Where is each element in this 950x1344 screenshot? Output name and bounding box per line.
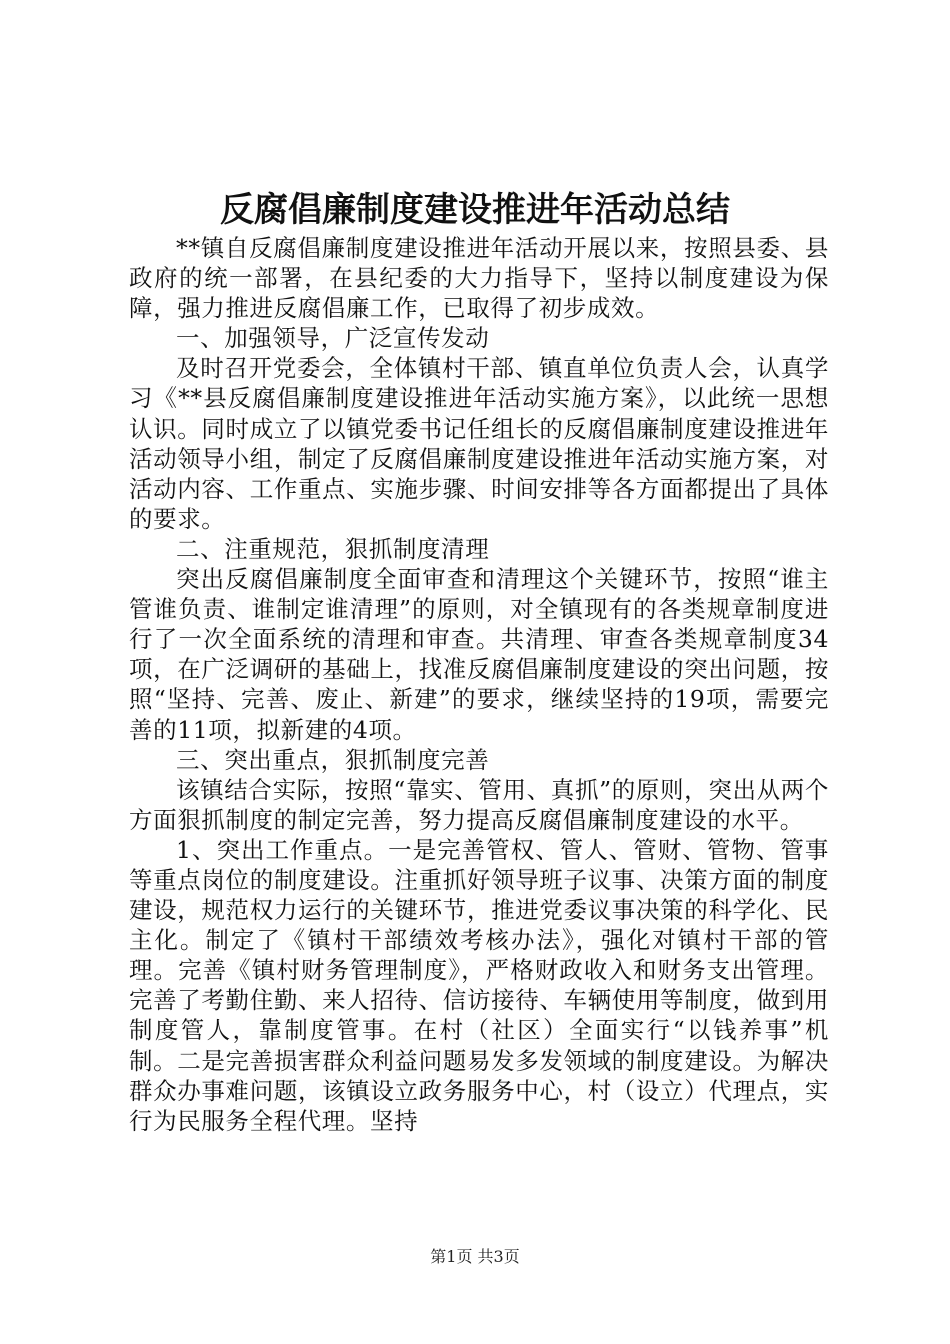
- section-1-paragraph: 及时召开党委会，全体镇村干部、镇直单位负责人会，认真学习《**县反腐倡廉制度建设推进年活动实施方案》，以此统一思想认识。同时成立了以镇党委书记任组长的反腐倡廉制度建设推进年活动领导小组，制定了反腐倡廉制度建设推进年活动实施方案，对活动内容、工作重点、实施步骤、时间安排等各方面都提出了具体的要求。: [129, 354, 829, 533]
- intro-paragraph: **镇自反腐倡廉制度建设推进年活动开展以来，按照县委、县政府的统一部署，在县纪委的大力指导下，坚持以制度建设为保障，强力推进反腐倡廉工作，已取得了初步成效。: [129, 234, 829, 323]
- document-title: 反腐倡廉制度建设推进年活动总结: [220, 190, 730, 230]
- section-3-paragraph: 该镇结合实际，按照“靠实、管用、真抓”的原则，突出从两个方面狠抓制度的制定完善，努力提高反腐倡廉制度建设的水平。: [129, 775, 829, 834]
- section-heading-1: 一、加强领导，广泛宣传发动: [176, 324, 490, 353]
- document-body: [129, 233, 829, 1136]
- page-number-footer: 第1页 共3页: [430, 1247, 520, 1266]
- section-3-item-1-paragraph: 1、突出工作重点。一是完善管权、管人、管财、管物、管事等重点岗位的制度建设。注重抓好领导班子议事、决策方面的制度建设，规范权力运行的关键环节，推进党委议事决策的科学化、民主化。制定了《镇村干部绩效考核办法》，强化对镇村干部的管理。完善《镇村财务管理制度》，严格财政收入和财务支出管理。完善了考勤住勤、来人招待、信访接待、车辆使用等制度，做到用制度管人，靠制度管事。在村（社区）全面实行“以钱养事”机制。二是完善损害群众利益问题易发多发领域的制度建设。为解决群众办事难问题，该镇设立政务服务中心，村（设立）代理点，实行为民服务全程代理。坚持: [129, 835, 829, 1135]
- section-heading-2: 二、注重规范，狠抓制度清理: [176, 534, 490, 563]
- section-2-paragraph: 突出反腐倡廉制度全面审查和清理这个关键环节，按照“谁主管谁负责、谁制定谁清理”的原则，对全镇现有的各类规章制度进行了一次全面系统的清理和审查。共清理、审查各类规章制度34项，在广泛调研的基础上，找准反腐倡廉制度建设的突出问题，按照“坚持、完善、废止、新建”的要求，继续坚持的19项，需要完善的11项，拟新建的4项。: [129, 565, 829, 744]
- section-heading-3: 三、突出重点，狠抓制度完善: [176, 745, 490, 774]
